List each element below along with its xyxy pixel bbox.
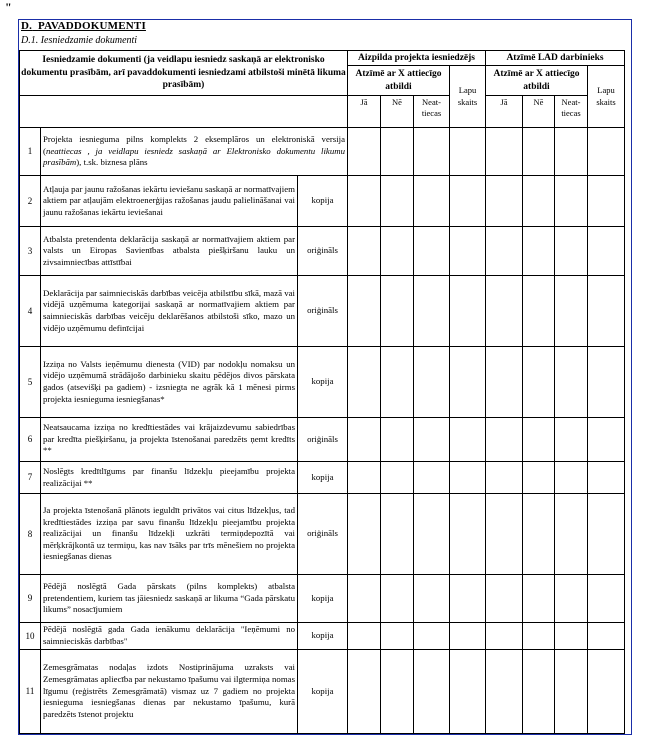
lad-group-header: Atzīmē LAD darbinieks <box>486 51 625 66</box>
applicant-no-cell[interactable] <box>381 176 414 227</box>
lad-no-cell[interactable] <box>523 276 555 347</box>
applicant-yes-cell[interactable] <box>348 128 381 176</box>
table-row <box>20 347 625 418</box>
row-number: 5 <box>20 347 41 418</box>
table-row <box>20 494 625 575</box>
row-number: 2 <box>20 176 41 227</box>
row-description: Pēdējā noslēgtā gada Gada ienākumu deklarācija "Ieņēmumi no saimnieciskās darbības" <box>41 623 298 650</box>
lad-yes-cell[interactable] <box>486 623 523 650</box>
lad-yes-cell[interactable] <box>486 276 523 347</box>
applicant-no-cell[interactable] <box>381 276 414 347</box>
applicant-pages-cell[interactable] <box>450 494 486 575</box>
lad-no-cell[interactable] <box>523 418 555 462</box>
row-description: Zemesgrāmatas nodaļas izdots Nostiprinājuma uzraksts vai Zemesgrāmatas apliecība par nekustamo īpašumu vai ilgtermiņa nomas līgumu (reģistrēts Zemesgrāmatā) vismaz uz 7 gadiem no projekta iesnieguma iesniegšanas dienas par nekustamo īpašumu, kurā paredzēts īstenot projektu <box>41 650 298 734</box>
row-number: 7 <box>20 462 41 494</box>
lad-pages-cell[interactable] <box>588 128 625 176</box>
row-description: Ja projekta īstenošanā plānots ieguldīt privātos vai citus līdzekļus, tad kredītiestādes izziņa par savu finanšu līdzekļu pieejamību projekta realizācijai un finanšu līdzekļi uzkrāti termiņdepozītā vai mērķkrājkontā uz termiņu, kas nav īsāks par trīs mēnešiem no projekta iesniegšanas dienas <box>41 494 298 575</box>
lad-yes-cell[interactable] <box>486 227 523 276</box>
applicant-yes-cell[interactable] <box>348 575 381 623</box>
table-row <box>20 418 625 462</box>
applicant-yes-cell[interactable] <box>348 347 381 418</box>
lad-yes-cell[interactable] <box>486 128 523 176</box>
applicant-yes-cell[interactable] <box>348 650 381 734</box>
lad-yes-cell[interactable] <box>486 176 523 227</box>
applicant-pages-cell[interactable] <box>450 575 486 623</box>
lad-na-header: Neat-tiecas <box>555 96 588 128</box>
applicant-na-cell[interactable] <box>414 276 450 347</box>
documents-table <box>19 50 625 734</box>
applicant-no-cell[interactable] <box>381 418 414 462</box>
applicant-na-cell[interactable] <box>414 623 450 650</box>
lad-na-cell[interactable] <box>555 418 588 462</box>
applicant-yes-cell[interactable] <box>348 494 381 575</box>
row-number: 10 <box>20 623 41 650</box>
lad-na-cell[interactable] <box>555 462 588 494</box>
lad-na-cell[interactable] <box>555 575 588 623</box>
lad-pages-cell[interactable] <box>588 494 625 575</box>
lad-na-cell[interactable] <box>555 176 588 227</box>
row-description: Atbalsta pretendenta deklarācija saskaņā ar normatīvajiem aktiem par valsts un Eiropas Savienības atbalsta piešķiršanu lauku un zivsaimniecības attīstībai <box>41 227 298 276</box>
applicant-pages-header: Lapu skaits <box>450 66 486 128</box>
lad-mark-header: Atzīmē ar X attiecīgo atbildi <box>486 66 588 96</box>
lad-no-cell[interactable] <box>523 128 555 176</box>
table-row <box>20 227 625 276</box>
applicant-na-cell[interactable] <box>414 462 450 494</box>
row-description: Deklarācija par saimnieciskās darbības veicēja atbilstību sīkā, mazā vai vidējā uzņēmuma kategorijai saskaņā ar normatīvajiem aktiem par saimnieciskās darbības veicēju deklarēšanos atbilstoši sīko, mazo un vidējo uzņēmumu definīcijai <box>41 276 298 347</box>
row-description: Neatsaucama izziņa no kredītiestādes vai krājaizdevumu sabiedrības par kredīta piešķiršanu, ja projekta īstenošanai paredzēts ņemt kredīts ** <box>41 418 298 462</box>
table-row <box>20 650 625 734</box>
lad-pages-cell[interactable] <box>588 347 625 418</box>
row-document-type: kopija <box>298 575 348 623</box>
row-document-type: oriģināls <box>298 227 348 276</box>
applicant-na-cell[interactable] <box>414 575 450 623</box>
row-description: Noslēgts kredītlīgums par finanšu līdzekļu pieejamību projekta realizācijai ** <box>41 462 298 494</box>
table-row <box>20 623 625 650</box>
lad-yes-cell[interactable] <box>486 575 523 623</box>
applicant-na-cell[interactable] <box>414 347 450 418</box>
row-document-type: kopija <box>298 650 348 734</box>
applicant-yes-cell[interactable] <box>348 462 381 494</box>
applicant-pages-cell[interactable] <box>450 462 486 494</box>
table-row <box>20 176 625 227</box>
section-subtitle: D.1. Iesniedzamie dokumenti <box>21 35 138 46</box>
lad-no-header: Nē <box>523 96 555 128</box>
lad-yes-cell[interactable] <box>486 418 523 462</box>
lad-no-cell[interactable] <box>523 462 555 494</box>
applicant-pages-cell[interactable] <box>450 650 486 734</box>
row-document-type: oriģināls <box>298 494 348 575</box>
applicant-na-header: Neat-tiecas <box>414 96 450 128</box>
applicant-pages-cell[interactable] <box>450 418 486 462</box>
lad-no-cell[interactable] <box>523 650 555 734</box>
section-letter: D. <box>21 20 33 32</box>
lad-no-cell[interactable] <box>523 623 555 650</box>
row-document-type: kopija <box>298 623 348 650</box>
row-document-type: kopija <box>298 176 348 227</box>
section-name: PAVADDOKUMENTI <box>38 20 146 32</box>
lad-no-cell[interactable] <box>523 494 555 575</box>
lad-no-cell[interactable] <box>523 347 555 418</box>
row-description: Izziņa no Valsts ieņēmumu dienesta (VID) par nodokļu nomaksu un vidējo uzņēmumā strādājošo darbinieku skaitu pēdējos divos pārskata gados (atsevišķi pa gadiem) - izsniegta ne agrāk kā 1 mēnesi pirms projekta iesnieguma iesniegšanas* <box>41 347 298 418</box>
lad-na-cell[interactable] <box>555 623 588 650</box>
row-number: 6 <box>20 418 41 462</box>
lad-na-cell[interactable] <box>555 227 588 276</box>
row-number: 1 <box>20 128 41 176</box>
applicant-pages-cell[interactable] <box>450 276 486 347</box>
lad-pages-cell[interactable] <box>588 418 625 462</box>
lad-na-cell[interactable] <box>555 347 588 418</box>
applicant-mark-header: Atzīmē ar X attiecīgo atbildi <box>348 66 450 96</box>
row-number: 4 <box>20 276 41 347</box>
documents-column-header: Iesniedzamie dokumenti (ja veidlapu iesniedz saskaņā ar elektronisko dokumentu prasībām, arī pavaddokumenti iesniedzami atbilstoši minētā likuma prasībām) <box>20 51 348 96</box>
row-document-type: kopija <box>298 347 348 418</box>
row-document-type: oriģināls <box>298 418 348 462</box>
applicant-group-header: Aizpilda projekta iesniedzējs <box>348 51 486 66</box>
applicant-yes-cell[interactable] <box>348 276 381 347</box>
applicant-no-header: Nē <box>381 96 414 128</box>
applicant-no-cell[interactable] <box>381 623 414 650</box>
lad-no-cell[interactable] <box>523 575 555 623</box>
lad-no-cell[interactable] <box>523 227 555 276</box>
applicant-no-cell[interactable] <box>381 494 414 575</box>
row-description: Atļauja par jaunu ražošanas iekārtu ieviešanu saskaņā ar normatīvajiem aktiem par atļaujām elektroenerģijas ražošanas jaudu palielināšanai vai jaunu ražošanas iekārtu ieviešanai <box>41 176 298 227</box>
row-description: Projekta iesnieguma pilns komplekts 2 eksemplāros un elektroniskā versija (neattiecas , ja veidlapu iesniedz saskaņā ar Elektronisko dokumentu likumu prasībām), t.sk. biznesa plāns <box>41 128 348 176</box>
applicant-na-cell[interactable] <box>414 418 450 462</box>
row-number: 9 <box>20 575 41 623</box>
applicant-pages-cell[interactable] <box>450 347 486 418</box>
applicant-pages-cell[interactable] <box>450 227 486 276</box>
header-blank-cell <box>20 96 348 128</box>
lad-pages-header: Lapu skaits <box>588 66 625 128</box>
applicant-yes-cell[interactable] <box>348 623 381 650</box>
applicant-yes-header: Jā <box>348 96 381 128</box>
applicant-no-cell[interactable] <box>381 128 414 176</box>
lad-pages-cell[interactable] <box>588 462 625 494</box>
lad-na-cell[interactable] <box>555 276 588 347</box>
lad-na-cell[interactable] <box>555 494 588 575</box>
row-description: Pēdējā noslēgtā Gada pārskats (pilns komplekts) atbalsta pretendentiem, kuriem tas jāiesniedz saskaņā ar likuma “Gada pārskatu likums” nosacījumiem <box>41 575 298 623</box>
applicant-no-cell[interactable] <box>381 650 414 734</box>
table-row <box>20 575 625 623</box>
applicant-no-cell[interactable] <box>381 227 414 276</box>
row-number: 3 <box>20 227 41 276</box>
lad-yes-cell[interactable] <box>486 462 523 494</box>
lad-yes-cell[interactable] <box>486 494 523 575</box>
applicant-na-cell[interactable] <box>414 128 450 176</box>
applicant-no-cell[interactable] <box>381 575 414 623</box>
lad-pages-cell[interactable] <box>588 227 625 276</box>
table-row <box>20 462 625 494</box>
row-document-type: kopija <box>298 462 348 494</box>
lad-no-cell[interactable] <box>523 176 555 227</box>
lad-pages-cell[interactable] <box>588 650 625 734</box>
lad-pages-cell[interactable] <box>588 623 625 650</box>
lad-na-cell[interactable] <box>555 650 588 734</box>
lad-yes-header: Jā <box>486 96 523 128</box>
applicant-no-cell[interactable] <box>381 347 414 418</box>
applicant-yes-cell[interactable] <box>348 227 381 276</box>
table-row <box>20 276 625 347</box>
applicant-yes-cell[interactable] <box>348 176 381 227</box>
page-mark: " <box>5 0 12 14</box>
lad-pages-cell[interactable] <box>588 276 625 347</box>
lad-na-cell[interactable] <box>555 128 588 176</box>
lad-pages-cell[interactable] <box>588 176 625 227</box>
lad-pages-cell[interactable] <box>588 575 625 623</box>
row-number: 8 <box>20 494 41 575</box>
applicant-na-cell[interactable] <box>414 650 450 734</box>
lad-yes-cell[interactable] <box>486 650 523 734</box>
applicant-no-cell[interactable] <box>381 462 414 494</box>
applicant-pages-cell[interactable] <box>450 623 486 650</box>
applicant-yes-cell[interactable] <box>348 418 381 462</box>
applicant-na-cell[interactable] <box>414 227 450 276</box>
applicant-pages-cell[interactable] <box>450 128 486 176</box>
applicant-pages-cell[interactable] <box>450 176 486 227</box>
table-row <box>20 128 625 176</box>
applicant-na-cell[interactable] <box>414 176 450 227</box>
row-number: 11 <box>20 650 41 734</box>
section-title <box>21 20 146 32</box>
row-document-type: oriģināls <box>298 276 348 347</box>
applicant-na-cell[interactable] <box>414 494 450 575</box>
lad-yes-cell[interactable] <box>486 347 523 418</box>
